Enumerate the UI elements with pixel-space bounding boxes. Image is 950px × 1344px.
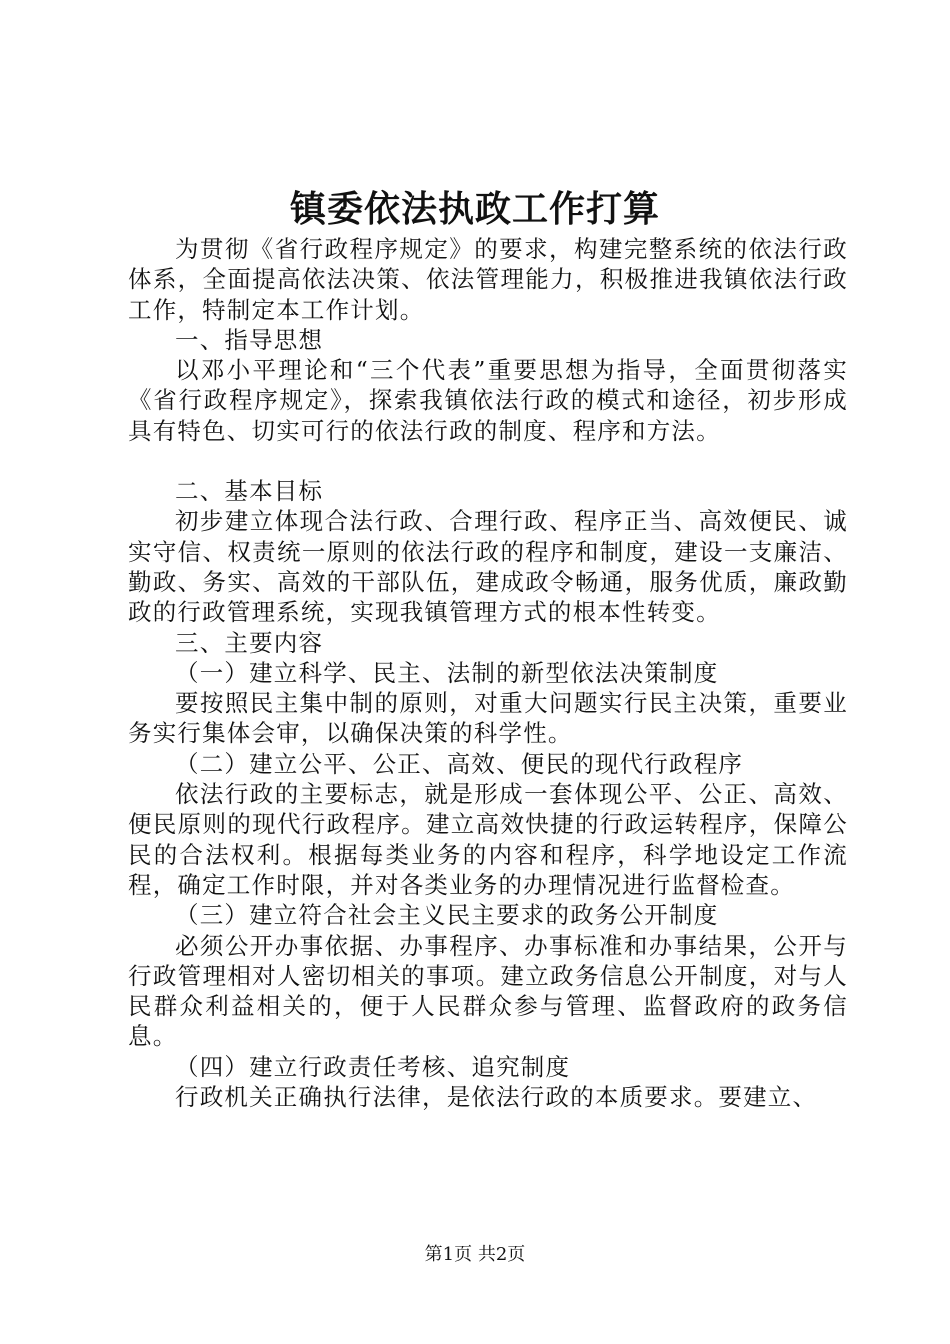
intro-paragraph: 为贯彻《省行政程序规定》的要求，构建完整系统的依法行政体系，全面提高依法决策、依法管理能力，积极推进我镇依法行政工作，特制定本工作计划。 [128, 235, 848, 324]
section-heading-main-content: 三、主要内容 [175, 628, 324, 657]
subsection-heading-1: （一）建立科学、民主、法制的新型依法决策制度 [175, 658, 719, 687]
paragraph-guiding-thought: 以邓小平理论和“三个代表”重要思想为指导，全面贯彻落实《省行政程序规定》，探索我镇依法行政的模式和途径，初步形成具有特色、切实可行的依法行政的制度、程序和方法。 [128, 356, 848, 445]
paragraph-subsection-2: 依法行政的主要标志，就是形成一套体现公平、公正、高效、便民原则的现代行政程序。建立高效快捷的行政运转程序，保障公民的合法权利。根据每类业务的内容和程序，科学地设定工作流程，确定工作时限，并对各类业务的办理情况进行监督检查。 [128, 780, 848, 899]
page-number-footer: 第1页 共2页 [424, 1244, 526, 1265]
subsection-heading-3: （三）建立符合社会主义民主要求的政务公开制度 [175, 901, 719, 930]
section-heading-basic-goals: 二、基本目标 [175, 477, 324, 506]
document-body [128, 234, 848, 1112]
subsection-heading-4: （四）建立行政责任考核、追究制度 [175, 1052, 571, 1081]
section-heading-guiding-thought: 一、指导思想 [175, 325, 324, 354]
paragraph-basic-goals: 初步建立体现合法行政、合理行政、程序正当、高效便民、诚实守信、权责统一原则的依法行政的程序和制度，建设一支廉洁、勤政、务实、高效的干部队伍，建成政令畅通，服务优质，廉政勤政的行政管理系统，实现我镇管理方式的根本性转变。 [128, 507, 848, 627]
paragraph-subsection-1: 要按照民主集中制的原则，对重大问题实行民主决策，重要业务实行集体会审，以确保决策的科学性。 [128, 689, 848, 748]
subsection-heading-2: （二）建立公平、公正、高效、便民的现代行政程序 [175, 749, 744, 778]
document-title: 镇委依法执政工作打算 [289, 188, 660, 230]
paragraph-subsection-4: 行政机关正确执行法律，是依法行政的本质要求。要建立、 [175, 1083, 818, 1112]
paragraph-subsection-3: 必须公开办事依据、办事程序、办事标准和办事结果，公开与行政管理相对人密切相关的事项。建立政务信息公开制度，对与人民群众利益相关的，便于人民群众参与管理、监督政府的政务信息。 [128, 931, 848, 1051]
